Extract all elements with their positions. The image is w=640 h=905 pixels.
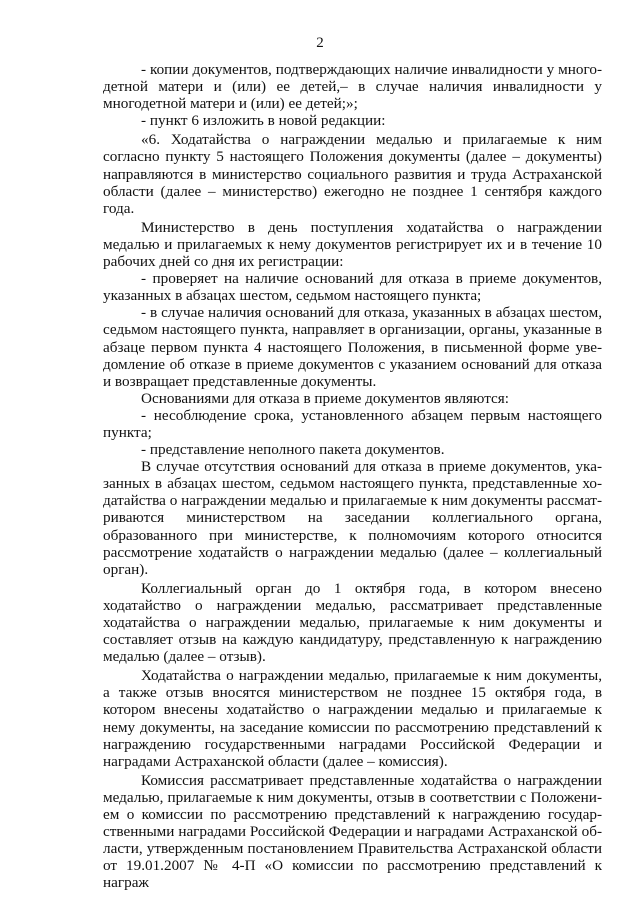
paragraph: - проверяет на наличие оснований для отказа в приеме документов, указанных в абзацах шестом, седьмом настоящего пункта; <box>103 270 602 305</box>
paragraph: - в случае наличия оснований для отказа, указанных в абзацах шестом, седьмом настоящего пункта, направляет в организации, органы, указанные в абзаце первом пункта 4 настоящего Положения, в письменной форме уведомление об отказе в приеме документов с указанием оснований для отказа и возвращает представленные документы. <box>103 304 602 390</box>
paragraph: Коллегиальный орган до 1 октября года, в котором внесено ходатайство о награждении медалью, рассматривает представленные ходатайства о награждении медалью, прилагаемые к ним документы и составляет отзыв на каждую кандидатуру, представленную к награждению медалью (далее – отзыв). <box>103 579 602 666</box>
paragraph: - несоблюдение срока, установленного абзацем первым настоящего пункта; <box>103 406 602 441</box>
page-number: 2 <box>316 35 324 51</box>
paragraph: В случае отсутствия оснований для отказа в приеме документов, указанных в абзацах шестом, седьмом настоящего пункта, представленные ходатайства о награждении медалью и прилагаемые к ним документы рассматриваются министерством на заседании коллегиального органа, образованного при министерстве, к полномочиям которого относится рассмотрение ходатайств о награждении медалью (далее – коллегиальный орган). <box>103 458 602 578</box>
paragraph: - копии документов, подтверждающих наличие инвалидности у многодетной матери и (или) ее детей,– в случае наличия инвалидности у многодетной матери и (или) ее детей;»; <box>103 61 602 113</box>
paragraph: Основаниями для отказа в приеме документов являются: <box>141 389 509 407</box>
paragraph: Министерство в день поступления ходатайства о награждении медалью и прилагаемых к нему документов регистрирует их и в течение 10 рабочих дней со дня их регистрации: <box>103 218 602 271</box>
document-body <box>103 61 602 892</box>
paragraph: - пункт 6 изложить в новой редакции: <box>141 112 386 130</box>
paragraph: «6. Ходатайства о награждении медалью и прилагаемые к ним согласно пункту 5 настоящего Положения документы (далее – документы) направляются в министерство социального развития и труда Астраханской области (далее – министерство) ежегодно не позднее 1 сентября каждого года. <box>103 131 602 217</box>
paragraph: Ходатайства о награждении медалью, прилагаемые к ним документы, а также отзыв вносятся министерством не позднее 15 октября года, в котором внесены ходатайство о награждении медалью и прилагаемые к нему документы, на заседание комиссии по рассмотрению представлений к награждению государственными наградами Российской Федерации и наградами Астраханской области (далее – комиссия). <box>103 667 602 770</box>
paragraph: Комиссия рассматривает представленные ходатайства о награждении медалью, прилагаемые к ним документы, отзыв в соответствии с Положением о комиссии по рассмотрению представлений к награждению государственными наградами Российской Федерации и наградами Астраханской области, утвержденным постановлением Правительства Астраханской области от 19.01.2007 № 4-П «О комиссии по рассмотрению представлений к награж <box>103 771 602 892</box>
paragraph: - представление неполного пакета документов. <box>141 441 445 459</box>
